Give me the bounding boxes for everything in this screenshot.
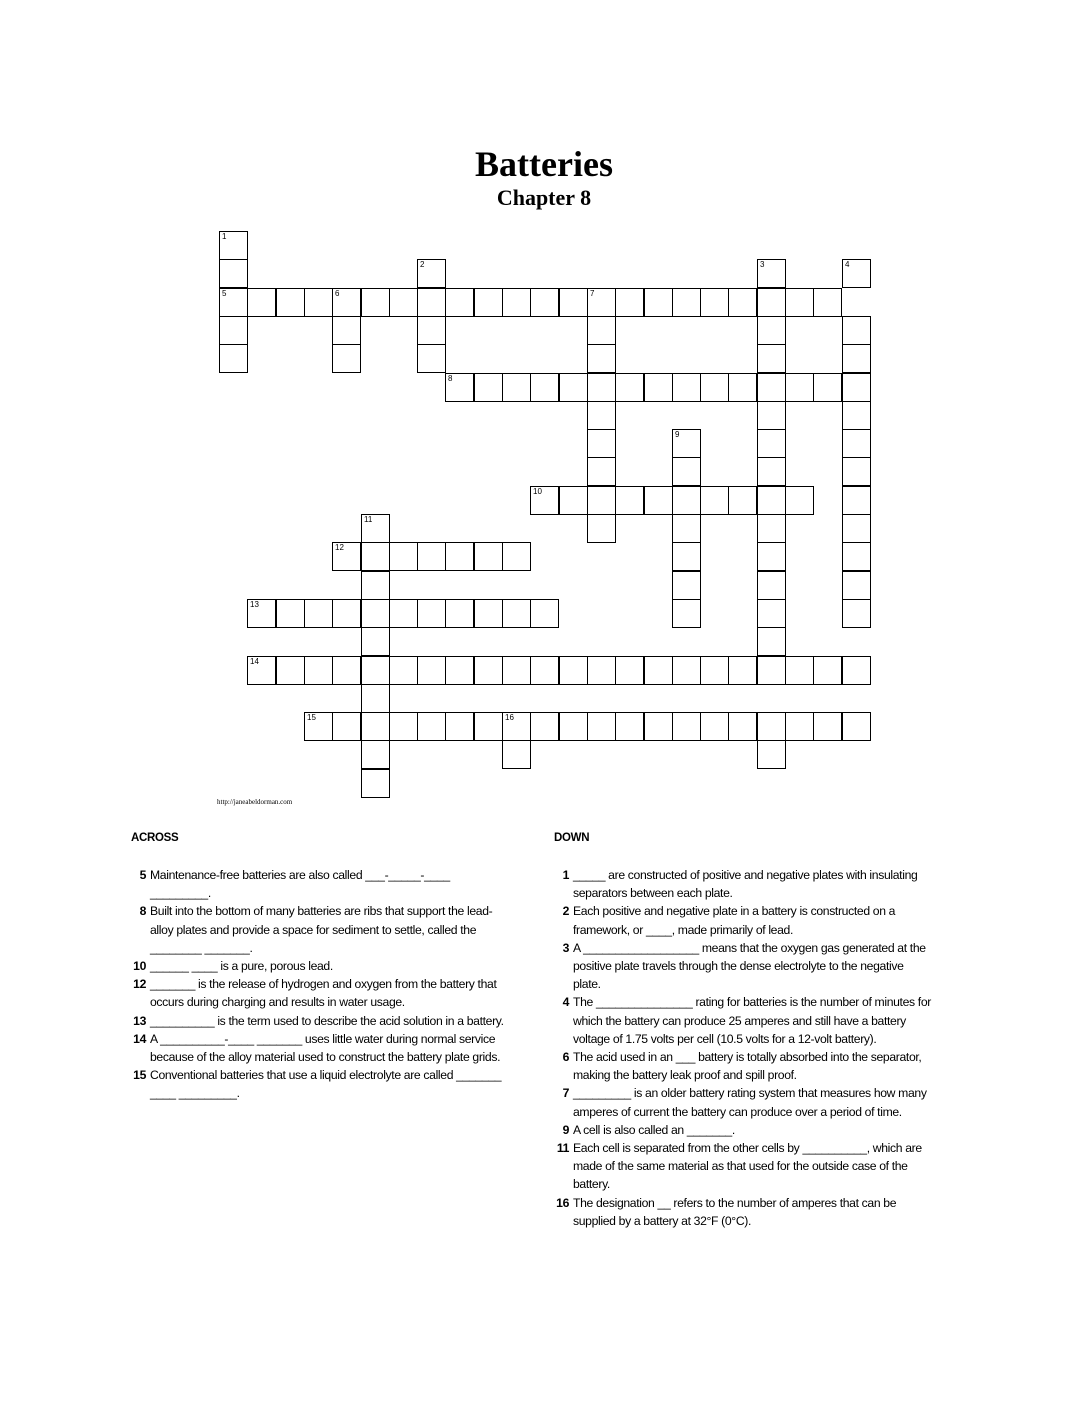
- clue-number-label: 12: [335, 543, 344, 552]
- grid-cell[interactable]: [672, 599, 701, 628]
- clue-text: _______ is the release of hydrogen and oxygen from the battery that occurs during charging and results in water usage.: [150, 977, 497, 1010]
- grid-cell[interactable]: [559, 288, 588, 317]
- grid-cell[interactable]: [757, 486, 786, 515]
- grid-cell[interactable]: [304, 656, 333, 685]
- across-clue: [120, 957, 512, 975]
- down-clue: [543, 939, 931, 994]
- grid-cell[interactable]: [587, 316, 616, 345]
- grid-cell[interactable]: [219, 231, 248, 260]
- grid-cell[interactable]: [842, 457, 871, 486]
- grid-cell[interactable]: [785, 288, 814, 317]
- clue-text: Each cell is separated from the other cells by __________, which are made of the same material as that used for the outside case of the battery.: [573, 1141, 922, 1192]
- grid-cell[interactable]: [332, 712, 361, 741]
- grid-cell[interactable]: [502, 542, 531, 571]
- grid-cell[interactable]: [530, 486, 559, 515]
- grid-cell[interactable]: [757, 429, 786, 458]
- grid-cell[interactable]: [757, 401, 786, 430]
- clue-number-label: 11: [364, 515, 373, 524]
- across-clue: [120, 1012, 512, 1030]
- across-clue: [120, 1030, 512, 1066]
- grid-cell[interactable]: [417, 542, 446, 571]
- grid-cell[interactable]: [615, 712, 644, 741]
- grid-cell[interactable]: [502, 373, 531, 402]
- grid-cell[interactable]: [813, 288, 842, 317]
- clue-text: A __________________ means that the oxygen gas generated at the positive plate travels through the dense electrolyte to the negative plate.: [573, 940, 926, 992]
- grid-cell[interactable]: [757, 259, 786, 288]
- clue-number: 7: [562, 1086, 569, 1101]
- clue-number: 15: [133, 1068, 146, 1083]
- down-clue-list: [543, 866, 931, 1230]
- clue-number: 10: [133, 959, 146, 974]
- grid-cell[interactable]: [757, 571, 786, 600]
- grid-cell[interactable]: [587, 401, 616, 430]
- across-clue: [120, 902, 512, 957]
- grid-cell[interactable]: [842, 599, 871, 628]
- grid-cell[interactable]: [276, 599, 305, 628]
- clue-number: 16: [556, 1195, 569, 1210]
- clue-number: 1: [562, 868, 569, 882]
- grid-cell[interactable]: [615, 373, 644, 402]
- grid-cell[interactable]: [474, 542, 503, 571]
- grid-cell[interactable]: [842, 656, 871, 685]
- grid-cell[interactable]: [700, 712, 729, 741]
- grid-cell[interactable]: [672, 542, 701, 571]
- clue-text: A __________-____ _______ uses little water during normal service because of the alloy material used to construct the battery plate grids.: [150, 1031, 501, 1065]
- grid-cell[interactable]: [757, 656, 786, 685]
- clue-number: 2: [562, 904, 569, 919]
- grid-cell[interactable]: [757, 740, 786, 769]
- grid-cell[interactable]: [587, 514, 616, 543]
- grid-cell[interactable]: [785, 373, 814, 402]
- grid-cell[interactable]: [615, 288, 644, 317]
- grid-cell[interactable]: [700, 486, 729, 515]
- grid-cell[interactable]: [842, 514, 871, 543]
- grid-cell[interactable]: [785, 486, 814, 515]
- grid-cell[interactable]: [644, 712, 673, 741]
- grid-cell[interactable]: [474, 373, 503, 402]
- grid-cell[interactable]: [530, 656, 559, 685]
- clue-number: 11: [556, 1141, 569, 1156]
- grid-cell[interactable]: [672, 457, 701, 486]
- grid-cell[interactable]: [219, 259, 248, 288]
- grid-cell[interactable]: [813, 373, 842, 402]
- grid-cell[interactable]: [417, 288, 446, 317]
- grid-cell[interactable]: [700, 656, 729, 685]
- grid-cell[interactable]: [417, 316, 446, 345]
- grid-cell[interactable]: [728, 656, 757, 685]
- clue-number: 4: [562, 995, 569, 1010]
- puzzle-subtitle: Chapter 8: [496, 185, 592, 210]
- grid-cell[interactable]: [587, 457, 616, 486]
- clue-number-label: 16: [505, 713, 514, 722]
- clue-number-label: 15: [307, 713, 316, 722]
- grid-cell[interactable]: [559, 712, 588, 741]
- grid-cell[interactable]: [417, 344, 446, 373]
- grid-cell[interactable]: [389, 712, 418, 741]
- grid-cell[interactable]: [842, 344, 871, 373]
- down-clue: [543, 1121, 931, 1139]
- clue-text: Each positive and negative plate in a battery is constructed on a framework, or ____, made primarily of lead.: [573, 904, 896, 937]
- grid-cell[interactable]: [785, 656, 814, 685]
- grid-cell[interactable]: [757, 288, 786, 317]
- grid-cell[interactable]: [445, 373, 474, 402]
- grid-cell[interactable]: [530, 712, 559, 741]
- grid-cell[interactable]: [445, 288, 474, 317]
- grid-cell[interactable]: [672, 373, 701, 402]
- down-heading: DOWN: [554, 832, 590, 844]
- grid-cell[interactable]: [445, 542, 474, 571]
- grid-cell[interactable]: [700, 373, 729, 402]
- grid-cell[interactable]: [813, 656, 842, 685]
- grid-cell[interactable]: [587, 656, 616, 685]
- clue-text: Conventional batteries that use a liquid electrolyte are called _______ ____ _________.: [150, 1068, 502, 1101]
- grid-cell[interactable]: [530, 373, 559, 402]
- clue-number-label: 10: [533, 487, 542, 496]
- grid-cell[interactable]: [842, 542, 871, 571]
- grid-cell[interactable]: [304, 288, 333, 317]
- grid-cell[interactable]: [332, 599, 361, 628]
- clue-text: A cell is also called an _______.: [573, 1122, 735, 1137]
- grid-cell[interactable]: [361, 542, 390, 571]
- clue-number-label: 4: [845, 260, 850, 269]
- grid-cell[interactable]: [757, 599, 786, 628]
- across-clue: [120, 1066, 512, 1102]
- clue-text: _____ are constructed of positive and negative plates with insulating separators between each plate.: [573, 868, 918, 901]
- clue-number-label: 13: [250, 600, 259, 609]
- across-clue: [120, 866, 512, 902]
- grid-cell[interactable]: [332, 542, 361, 571]
- grid-cell[interactable]: [757, 627, 786, 656]
- grid-cell[interactable]: [361, 627, 390, 656]
- grid-cell[interactable]: [587, 712, 616, 741]
- grid-cell[interactable]: [276, 656, 305, 685]
- grid-cell[interactable]: [304, 712, 333, 741]
- grid-cell[interactable]: [757, 316, 786, 345]
- grid-cell[interactable]: [276, 288, 305, 317]
- down-clue: [543, 993, 931, 1048]
- grid-cell[interactable]: [757, 542, 786, 571]
- grid-cell[interactable]: [474, 712, 503, 741]
- down-clue: [543, 1194, 931, 1230]
- grid-cell[interactable]: [644, 656, 673, 685]
- grid-cell[interactable]: [530, 599, 559, 628]
- clue-number-label: 5: [222, 289, 227, 298]
- down-clue: [543, 1139, 931, 1194]
- grid-cell[interactable]: [247, 656, 276, 685]
- grid-cell[interactable]: [587, 486, 616, 515]
- grid-cell[interactable]: [728, 288, 757, 317]
- grid-cell[interactable]: [361, 740, 390, 769]
- grid-cell[interactable]: [389, 599, 418, 628]
- grid-cell[interactable]: [587, 373, 616, 402]
- clue-number: 3: [562, 940, 569, 955]
- grid-cell[interactable]: [389, 656, 418, 685]
- grid-cell[interactable]: [672, 514, 701, 543]
- grid-cell[interactable]: [530, 288, 559, 317]
- across-clue-list: [120, 866, 512, 1103]
- clue-number: 13: [133, 1013, 146, 1028]
- source-url: http://janeabeldorman.com: [217, 798, 293, 806]
- grid-cell[interactable]: [842, 401, 871, 430]
- clue-text: Maintenance-free batteries are also called ___-_____-____ _________.: [150, 868, 450, 901]
- grid-cell[interactable]: [332, 316, 361, 345]
- grid-cell[interactable]: [728, 486, 757, 515]
- clue-number-label: 1: [222, 232, 227, 241]
- down-clue: [543, 866, 931, 902]
- grid-cell[interactable]: [219, 344, 248, 373]
- down-clue: [543, 902, 931, 938]
- clue-text: The designation __ refers to the number of amperes that can be supplied by a battery at 32°F (0°C).: [573, 1195, 897, 1228]
- across-heading: ACROSS: [131, 832, 179, 844]
- grid-cell[interactable]: [247, 288, 276, 317]
- grid-cell[interactable]: [417, 656, 446, 685]
- grid-cell[interactable]: [559, 373, 588, 402]
- grid-cell[interactable]: [304, 599, 333, 628]
- grid-cell[interactable]: [502, 656, 531, 685]
- grid-cell[interactable]: [615, 656, 644, 685]
- puzzle-title: Batteries: [475, 144, 613, 184]
- grid-cell[interactable]: [672, 429, 701, 458]
- grid-cell[interactable]: [417, 712, 446, 741]
- grid-cell[interactable]: [672, 656, 701, 685]
- grid-cell[interactable]: [559, 486, 588, 515]
- down-clue: [543, 1048, 931, 1084]
- grid-cell[interactable]: [842, 259, 871, 288]
- clue-number-label: 8: [448, 374, 453, 383]
- grid-cell[interactable]: [785, 712, 814, 741]
- grid-cell[interactable]: [644, 486, 673, 515]
- grid-cell[interactable]: [728, 373, 757, 402]
- grid-cell[interactable]: [587, 344, 616, 373]
- grid-cell[interactable]: [361, 288, 390, 317]
- grid-cell[interactable]: [757, 457, 786, 486]
- grid-cell[interactable]: [842, 712, 871, 741]
- clue-text: The _______________ rating for batteries is the number of minutes for which the battery can produce 25 amperes and still have a battery voltage of 1.75 volts per cell (10.5 volts for a 12-volt battery).: [573, 995, 931, 1046]
- clue-number-label: 6: [335, 289, 340, 298]
- grid-cell[interactable]: [445, 599, 474, 628]
- grid-cell[interactable]: [417, 599, 446, 628]
- grid-cell[interactable]: [474, 599, 503, 628]
- clue-number: 14: [133, 1031, 146, 1046]
- grid-cell[interactable]: [728, 712, 757, 741]
- grid-cell[interactable]: [332, 656, 361, 685]
- grid-cell[interactable]: [842, 486, 871, 515]
- clue-number: 5: [139, 868, 146, 882]
- grid-cell[interactable]: [389, 288, 418, 317]
- clue-number: 8: [139, 904, 146, 919]
- clue-number-label: 14: [250, 657, 259, 666]
- grid-cell[interactable]: [672, 712, 701, 741]
- grid-cell[interactable]: [757, 514, 786, 543]
- grid-cell[interactable]: [389, 542, 418, 571]
- clue-text: The acid used in an ___ battery is totally absorbed into the separator, making the battery leak proof and spill proof.: [573, 1050, 922, 1083]
- clue-number: 6: [562, 1050, 569, 1065]
- grid-cell[interactable]: [644, 288, 673, 317]
- across-clue: [120, 975, 512, 1011]
- grid-cell[interactable]: [445, 712, 474, 741]
- grid-cell[interactable]: [417, 259, 446, 288]
- grid-cell[interactable]: [361, 769, 390, 798]
- clue-text: Built into the bottom of many batteries are ribs that support the lead-alloy plates and provide a space for sediment to settle, called the ________ _______.: [150, 904, 493, 955]
- grid-cell[interactable]: [587, 429, 616, 458]
- grid-cell[interactable]: [502, 740, 531, 769]
- grid-cell[interactable]: [474, 288, 503, 317]
- grid-cell[interactable]: [672, 571, 701, 600]
- grid-cell[interactable]: [502, 712, 531, 741]
- clue-number: 12: [133, 977, 146, 992]
- grid-cell[interactable]: [842, 316, 871, 345]
- grid-cell[interactable]: [474, 656, 503, 685]
- clue-number: 9: [562, 1122, 569, 1137]
- grid-cell[interactable]: [502, 599, 531, 628]
- grid-cell[interactable]: [559, 656, 588, 685]
- grid-cell[interactable]: [361, 656, 390, 685]
- grid-cell[interactable]: [587, 288, 616, 317]
- grid-cell[interactable]: [361, 571, 390, 600]
- grid-cell[interactable]: [757, 373, 786, 402]
- grid-cell[interactable]: [247, 599, 276, 628]
- grid-cell[interactable]: [332, 288, 361, 317]
- clue-text: ______ ____ is a pure, porous lead.: [150, 959, 333, 974]
- clue-text: _________ is an older battery rating system that measures how many amperes of current the battery can produce over a period of time.: [573, 1086, 927, 1119]
- grid-cell[interactable]: [672, 486, 701, 515]
- grid-cell[interactable]: [361, 684, 390, 713]
- grid-cell[interactable]: [700, 288, 729, 317]
- clue-number-label: 7: [590, 289, 595, 298]
- clue-number-label: 3: [760, 260, 765, 269]
- grid-cell[interactable]: [644, 373, 673, 402]
- grid-cell[interactable]: [842, 571, 871, 600]
- grid-cell[interactable]: [502, 288, 531, 317]
- grid-cell[interactable]: [813, 712, 842, 741]
- clue-number-label: 2: [420, 260, 425, 269]
- grid-cell[interactable]: [361, 599, 390, 628]
- clue-number-label: 9: [675, 430, 680, 439]
- clue-text: __________ is the term used to describe the acid solution in a battery.: [150, 1013, 504, 1028]
- grid-cell[interactable]: [332, 344, 361, 373]
- grid-cell[interactable]: [361, 514, 390, 543]
- grid-cell[interactable]: [842, 429, 871, 458]
- grid-cell[interactable]: [757, 344, 786, 373]
- grid-cell[interactable]: [445, 656, 474, 685]
- grid-cell[interactable]: [361, 712, 390, 741]
- down-clue: [543, 1084, 931, 1120]
- grid-cell[interactable]: [757, 712, 786, 741]
- grid-cell[interactable]: [672, 288, 701, 317]
- grid-cell[interactable]: [219, 288, 248, 317]
- grid-cell[interactable]: [219, 316, 248, 345]
- grid-cell[interactable]: [842, 373, 871, 402]
- grid-cell[interactable]: [615, 486, 644, 515]
